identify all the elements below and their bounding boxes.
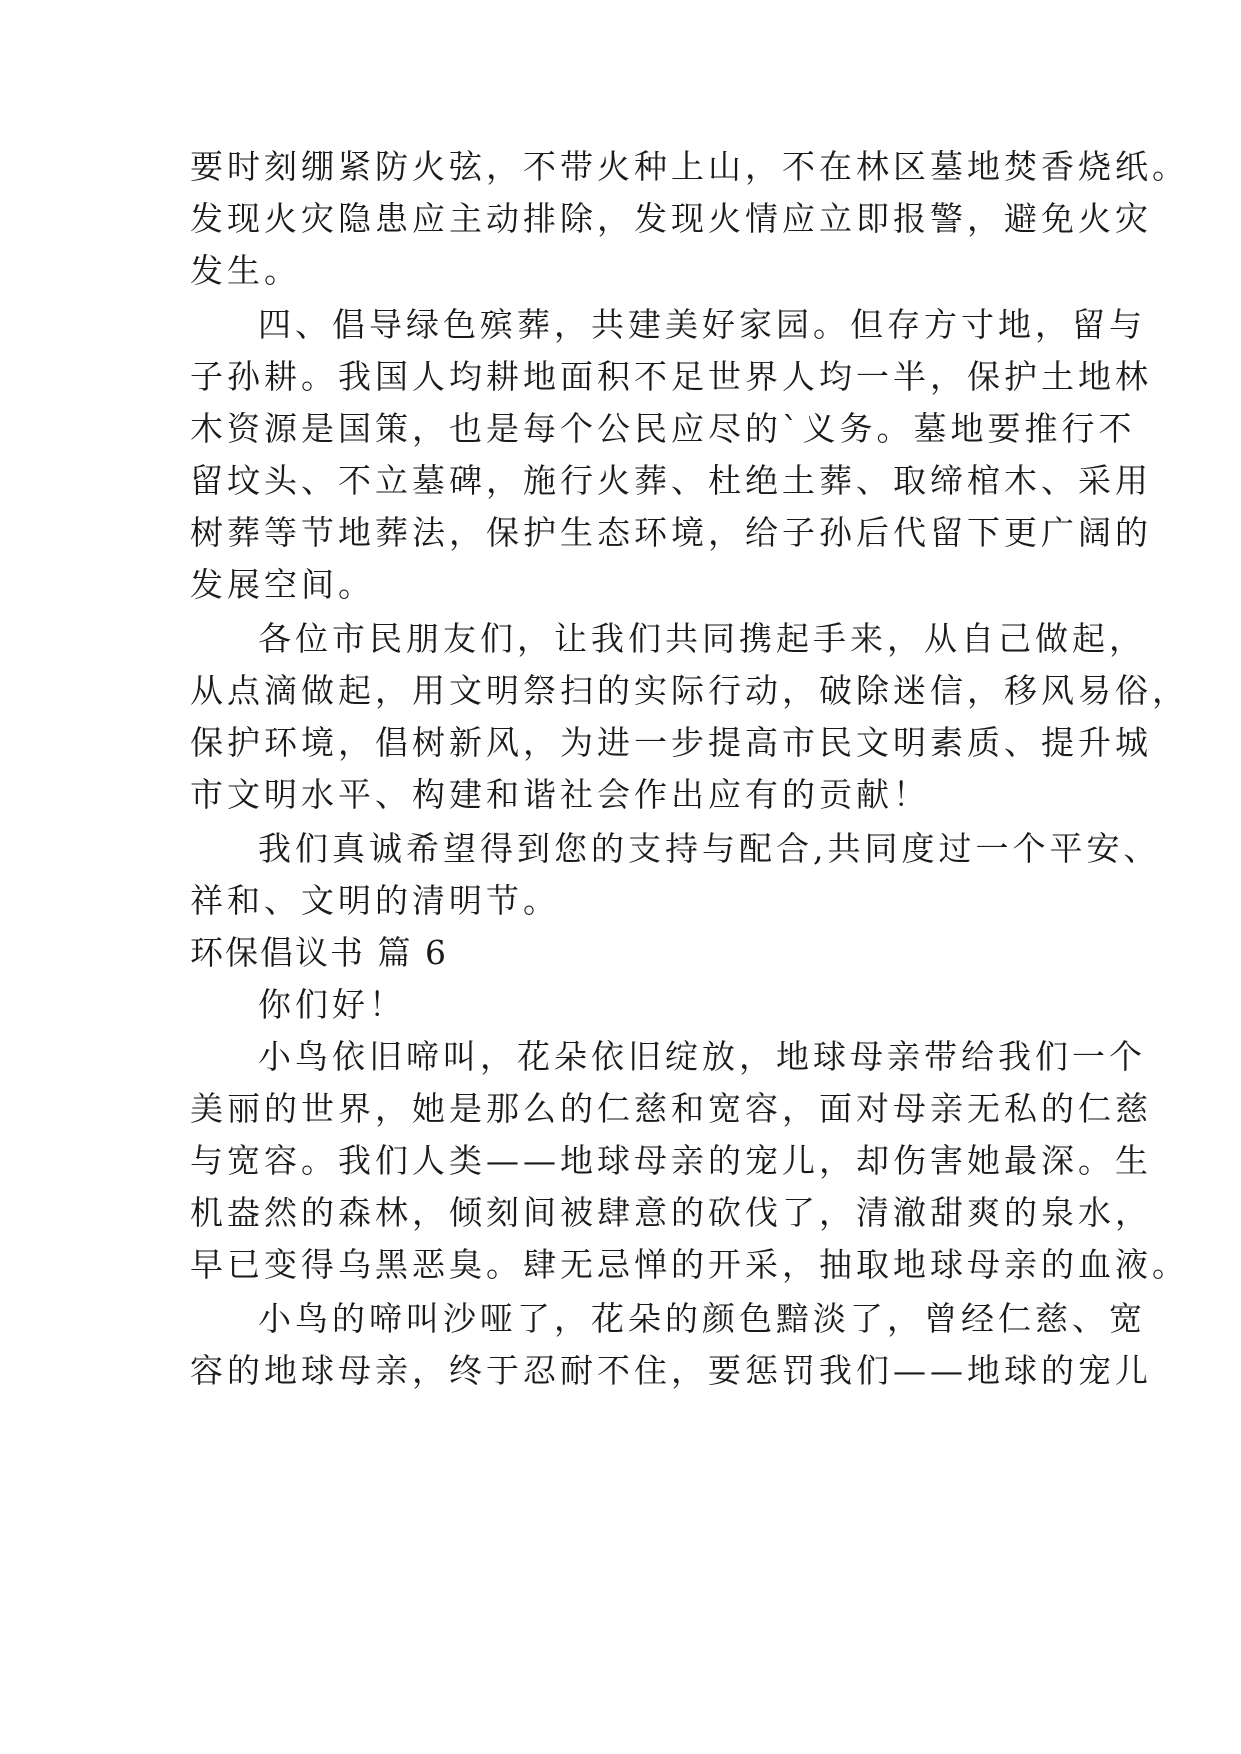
greeting-line: 你们好！ <box>258 985 406 1024</box>
paragraph-line: 发展空间。 <box>190 565 375 604</box>
paragraph-line: 早已变得乌黑恶臭。肆无忌惮的开采，抽取地球母亲的血液。 <box>190 1245 1189 1284</box>
paragraph-line: 保护环境，倡树新风，为进一步提高市民文明素质、提升城 <box>190 723 1152 762</box>
paragraph-line: 树葬等节地葬法，保护生态环境，给子孙后代留下更广阔的 <box>190 513 1152 552</box>
paragraph-line: 市文明水平、构建和谐社会作出应有的贡献！ <box>190 775 930 814</box>
paragraph-line: 发生。 <box>190 251 301 290</box>
paragraph-line: 从点滴做起，用文明祭扫的实际行动，破除迷信，移风易俗， <box>190 671 1189 710</box>
paragraph-line: 美丽的世界，她是那么的仁慈和宽容，面对母亲无私的仁慈 <box>190 1089 1152 1128</box>
paragraph-line: 我们真诚希望得到您的支持与配合,共同度过一个平安、 <box>258 829 1161 868</box>
paragraph-line: 容的地球母亲，终于忍耐不住，要惩罚我们——地球的宠儿 <box>190 1351 1152 1390</box>
paragraph-line: 各位市民朋友们，让我们共同携起手来，从自己做起， <box>258 619 1146 658</box>
paragraph-line: 要时刻绷紧防火弦，不带火种上山，不在林区墓地焚香烧纸。 <box>190 147 1189 186</box>
paragraph-line: 发现火灾隐患应主动排除，发现火情应立即报警，避免火灾 <box>190 199 1152 238</box>
paragraph-line: 留坟头、不立墓碑，施行火葬、杜绝土葬、取缔棺木、采用 <box>190 461 1152 500</box>
paragraph-line: 与宽容。我们人类——地球母亲的宠儿，却伤害她最深。生 <box>190 1141 1152 1180</box>
paragraph-line: 木资源是国策，也是每个公民应尽的`义务。墓地要推行不 <box>190 409 1136 448</box>
paragraph-line: 机盎然的森林，倾刻间被肆意的砍伐了，清澈甜爽的泉水， <box>190 1193 1152 1232</box>
paragraph-line: 四、倡导绿色殡葬，共建美好家园。但存方寸地，留与 <box>258 305 1146 344</box>
paragraph-line: 子孙耕。我国人均耕地面积不足世界人均一半，保护土地林 <box>190 357 1152 396</box>
paragraph-line: 小鸟依旧啼叫，花朵依旧绽放，地球母亲带给我们一个 <box>258 1037 1146 1076</box>
paragraph-line: 小鸟的啼叫沙哑了，花朵的颜色黯淡了，曾经仁慈、宽 <box>258 1299 1146 1338</box>
paragraph-line: 祥和、文明的清明节。 <box>190 881 560 920</box>
section-heading: 环保倡议书 篇 6 <box>190 933 448 972</box>
